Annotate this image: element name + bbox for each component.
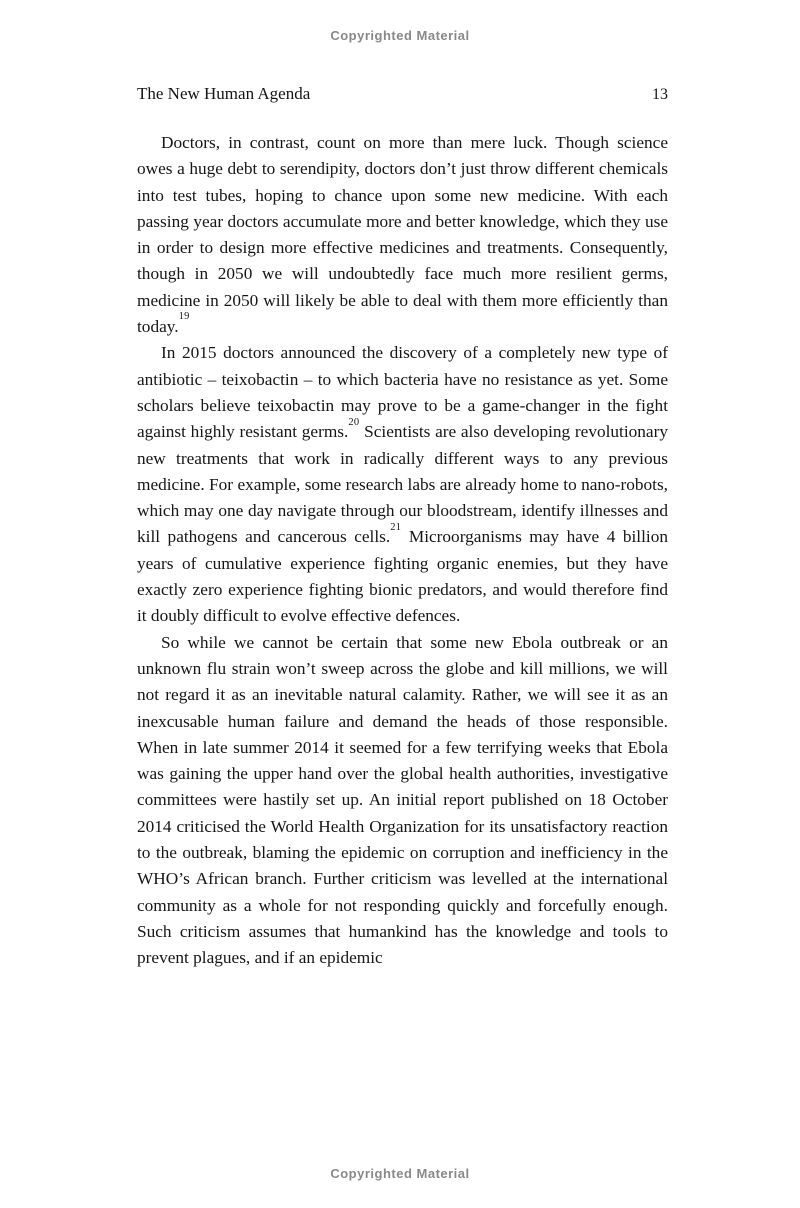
copyright-notice-bottom: Copyrighted Material <box>330 1166 470 1181</box>
running-title: The New Human Agenda <box>137 84 311 103</box>
running-header <box>137 84 668 104</box>
footnote-marker: 21 <box>390 521 402 533</box>
footnote-marker: 19 <box>178 311 190 323</box>
copyright-notice-top: Copyrighted Material <box>330 28 470 43</box>
page-number: 13 <box>652 86 668 103</box>
footnote-marker: 20 <box>348 416 360 428</box>
paragraph: In 2015 doctors announced the discovery of a completely new type of antibiotic – teixobactin – to which bacteria have no resistance as yet. Some scholars believe teixobactin may prove to be a game-changer in the fight against highly resistant germs.$^{20}$ Scientists are also developing revolutionary new treatments that work in radically different ways to any previous medicine. For example, some research labs are already home to nano-robots, which may one day navigate through our bloodstream, identify illnesses and kill pathogens and cancerous cells.$^{21}$ Microorganisms may have 4 billion years of cumulative experience fighting organic enemies, but they have exactly zero experience fighting bionic predators, and would therefore find it doubly difficult to evolve effective defences. <box>137 343 668 626</box>
body-text <box>137 130 668 972</box>
paragraph: Doctors, in contrast, count on more than mere luck. Though science owes a huge debt to serendipity, doctors don’t just throw different chemicals into test tubes, hoping to chance upon some new medicine. With each passing year doctors accumulate more and better knowledge, which they use in order to design more effective medicines and treatments. Consequently, though in 2050 we will undoubtedly face much more resilient germs, medicine in 2050 will likely be able to deal with them more efficiently than today.$^{19}$ <box>137 133 668 337</box>
paragraph: So while we cannot be certain that some new Ebola outbreak or an unknown flu strain won’t sweep across the globe and kill millions, we will not regard it as an inevitable natural calamity. Rather, we will see it as an inexcusable human failure and demand the heads of those responsible. When in late summer 2014 it seemed for a few terrifying weeks that Ebola was gaining the upper hand over the global health authorities, investigative committees were hastily set up. An initial report published on 18 October 2014 criticised the World Health Organization for its unsatisfactory reaction to the outbreak, blaming the epidemic on corruption and inefficiency in the WHO’s African branch. Further criticism was levelled at the international community as a whole for not responding quickly and forcefully enough. Such criticism assumes that humankind has the knowledge and tools to prevent plagues, and if an epidemic <box>137 632 668 968</box>
